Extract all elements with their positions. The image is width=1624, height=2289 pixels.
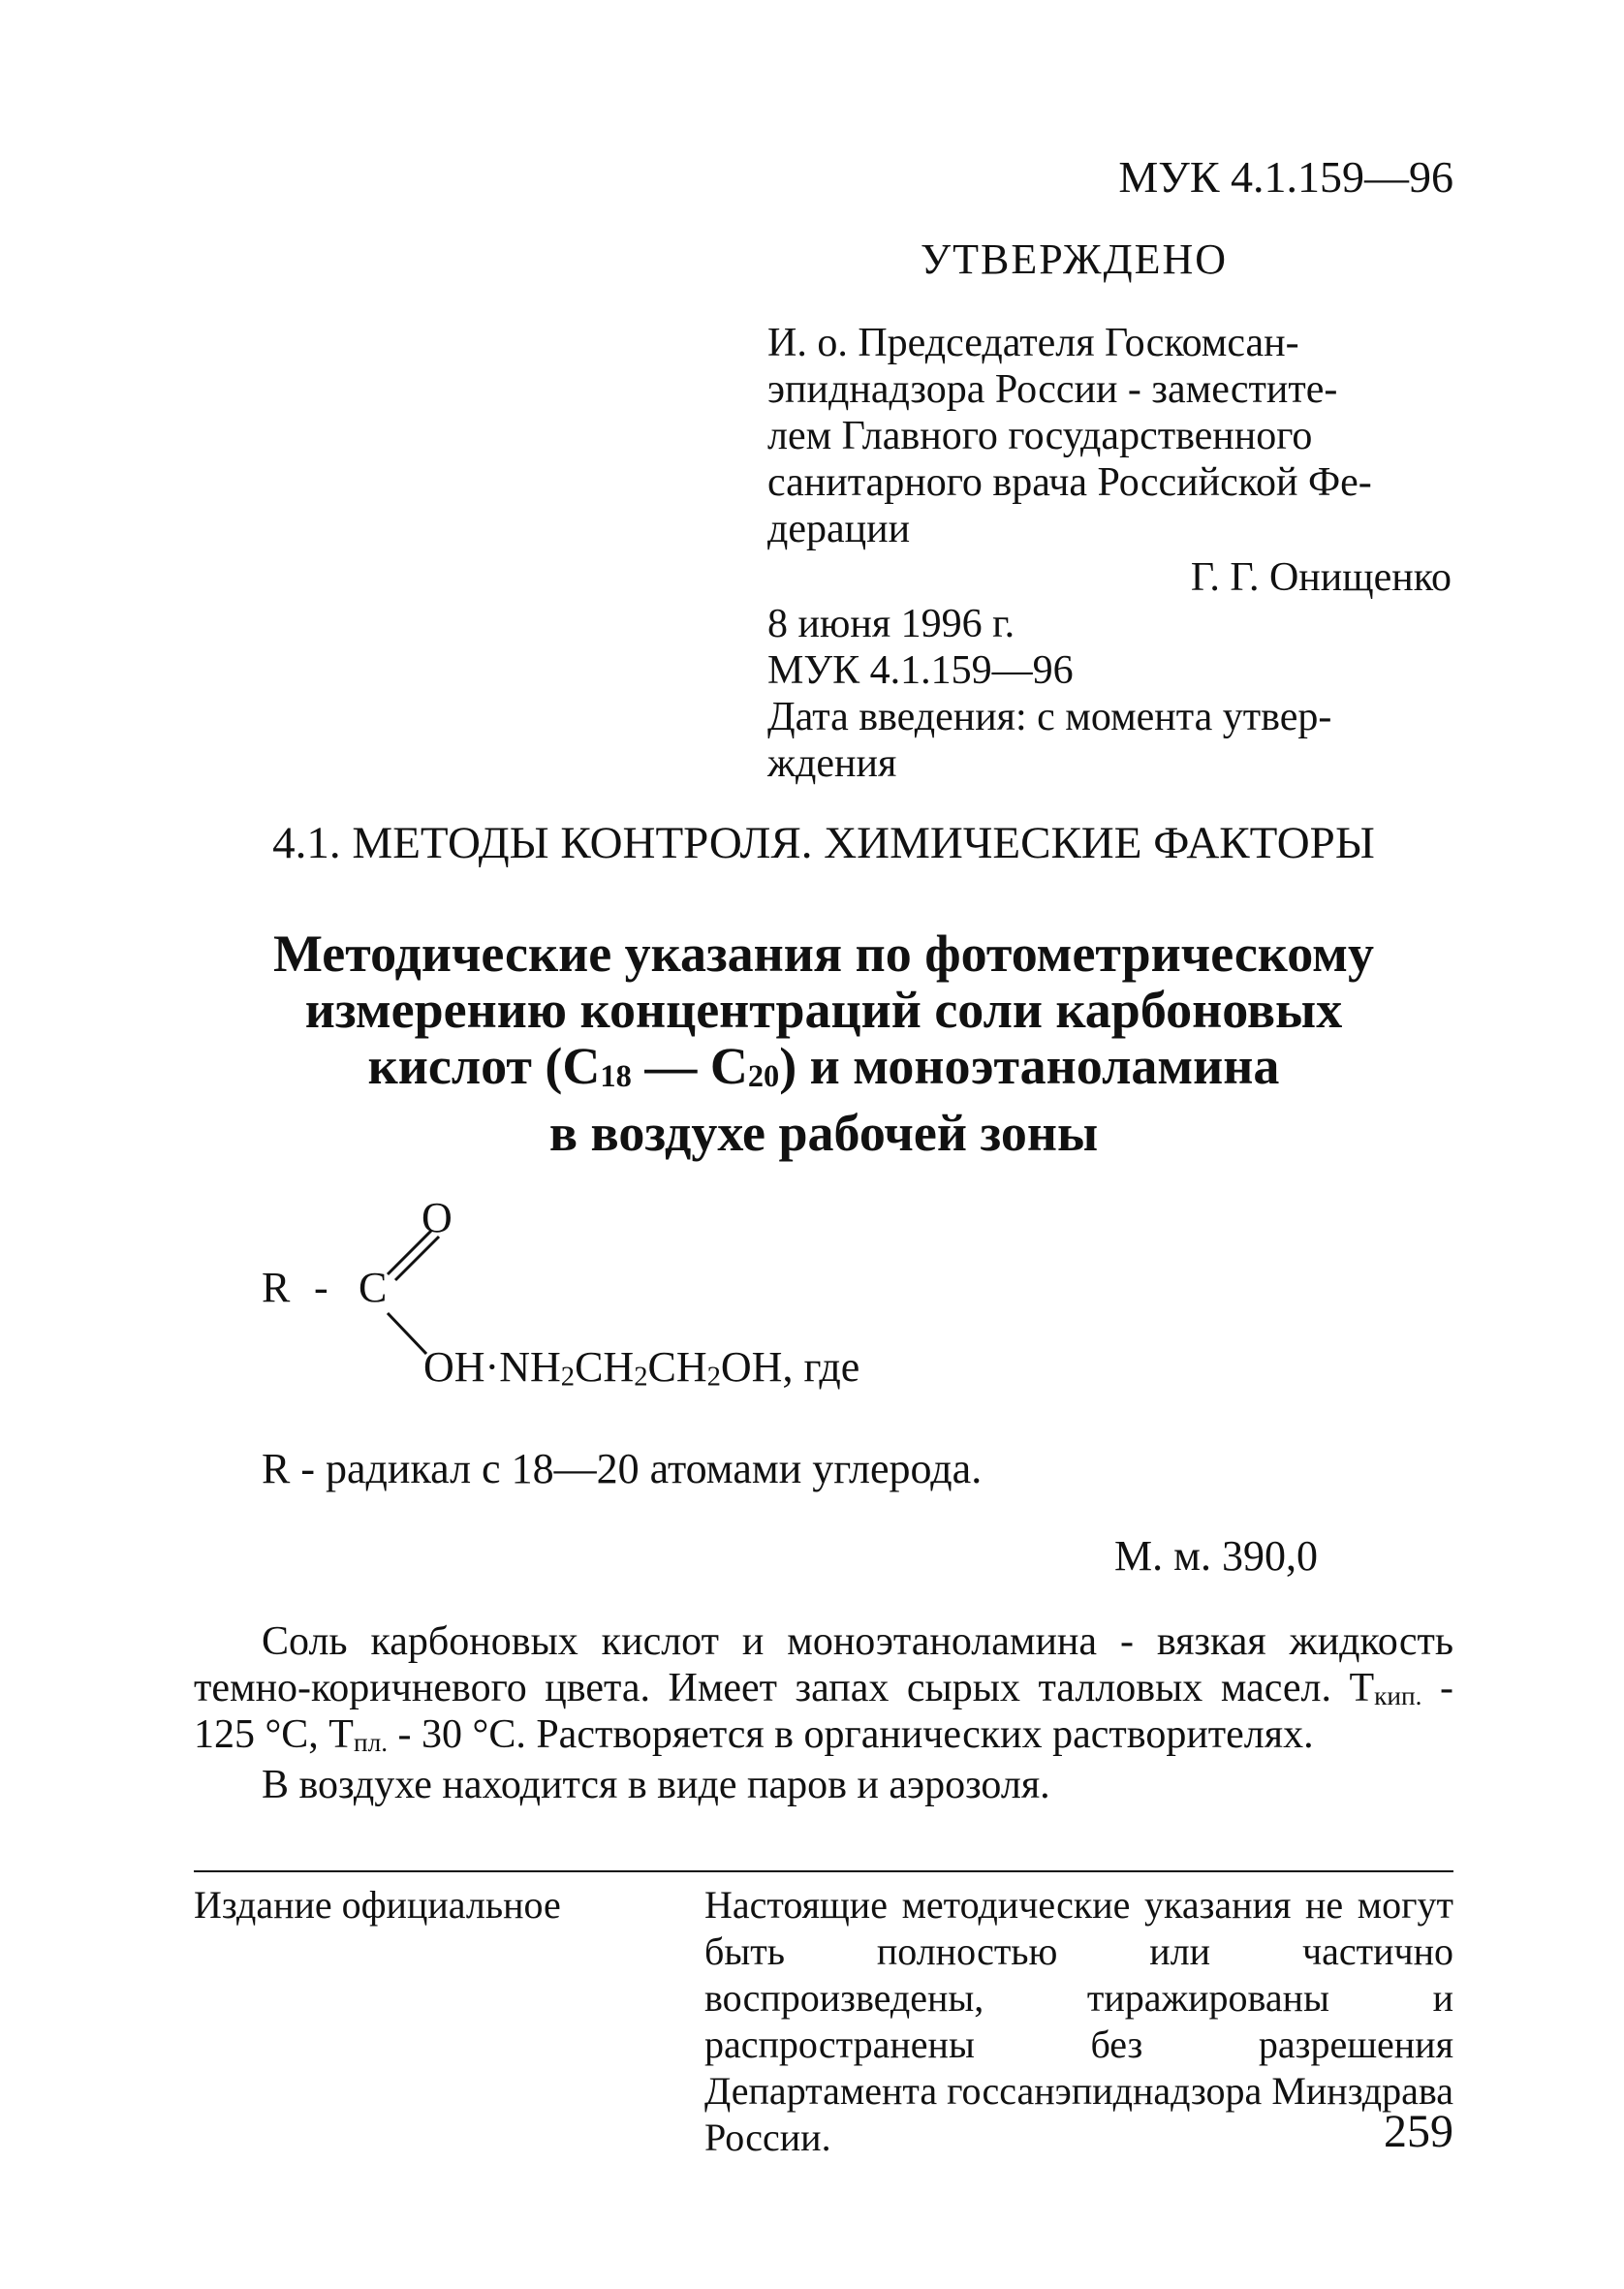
title-text: ) и моноэтаноламина bbox=[779, 1037, 1280, 1095]
approval-block bbox=[767, 320, 1452, 787]
official-edition-label: Издание официальное bbox=[194, 1883, 561, 1927]
approver-name: Г. Г. Онищенко bbox=[1190, 555, 1452, 600]
document-title bbox=[145, 925, 1502, 1161]
title-line bbox=[145, 1038, 1502, 1105]
approver-position-line: эпиднадзора России - заместите- bbox=[767, 367, 1338, 412]
footer-divider bbox=[194, 1870, 1453, 1872]
description-subscript: пл. bbox=[353, 1728, 389, 1758]
description-text: Соль карбоновых кислот и моноэтаноламина - вязкая жидкость темно-коричневого цвета. Имеет запах сырых талловых масел. Т bbox=[194, 1619, 1453, 1710]
introduction-date bbox=[767, 694, 1452, 787]
formula-subscript: 2 bbox=[560, 1362, 576, 1393]
title-text: — С bbox=[631, 1037, 748, 1095]
formula-text: CH bbox=[647, 1343, 707, 1391]
formula-bond-dash: - bbox=[314, 1264, 328, 1311]
approver-position-line: дерации bbox=[767, 507, 911, 551]
formula-oxygen: O bbox=[422, 1194, 453, 1241]
approver-position bbox=[767, 320, 1452, 552]
formula-amine-group bbox=[423, 1344, 859, 1391]
title-line: Методические указания по фотометрическому bbox=[273, 925, 1374, 983]
approver-position-line: И. о. Председателя Госкомсан- bbox=[767, 321, 1299, 365]
title-subscript: 18 bbox=[600, 1059, 632, 1095]
title-line: измерению концентраций соли карбоновых bbox=[304, 981, 1343, 1039]
radical-definition: R - радикал с 18—20 атомами углерода. bbox=[262, 1445, 983, 1492]
description-subscript: кип. bbox=[1374, 1681, 1422, 1711]
approval-stamp-heading: УТВЕРЖДЕНО bbox=[921, 235, 1229, 283]
formula-radical: R bbox=[262, 1264, 291, 1311]
single-bond-line bbox=[388, 1313, 426, 1354]
formula-subscript: 2 bbox=[634, 1362, 648, 1393]
approval-date: 8 июня 1996 г. bbox=[767, 602, 1015, 646]
description-text: - 30 °С. Растворяется в органических растворителях. bbox=[388, 1712, 1314, 1757]
formula-text: CH bbox=[575, 1343, 635, 1391]
page-number: 259 bbox=[1384, 2106, 1453, 2157]
copyright-notice: Настоящие методические указания не могут быть полностью или частично воспроизведены, тиражированы и распространены без разрешения Департамента госсанэпиднадзора Минздрава России. bbox=[704, 1883, 1453, 2159]
document-code-header: МУК 4.1.159—96 bbox=[1118, 152, 1453, 202]
description-paragraph: В воздухе находится в виде паров и аэрозоля. bbox=[262, 1763, 1050, 1807]
substance-description bbox=[194, 1618, 1453, 1808]
formula-text: OH·NH bbox=[423, 1343, 561, 1391]
approver-position-line: лем Главного государственного bbox=[767, 414, 1313, 458]
formula-subscript: 2 bbox=[706, 1362, 721, 1393]
structural-formula bbox=[233, 1177, 1105, 1410]
introduction-date-line: Дата введения: с момента утвер- bbox=[767, 695, 1332, 739]
description-paragraph bbox=[194, 1618, 1453, 1758]
title-subscript: 20 bbox=[747, 1059, 780, 1095]
approval-document-code: МУК 4.1.159—96 bbox=[767, 648, 1074, 693]
title-text: кислот (С bbox=[367, 1037, 601, 1095]
description-text: - 125 °С, Т bbox=[194, 1666, 1453, 1757]
molecular-mass: М. м. 390,0 bbox=[1114, 1532, 1318, 1580]
introduction-date-line: ждения bbox=[767, 741, 897, 786]
formula-text: OH, где bbox=[720, 1343, 860, 1391]
section-heading: 4.1. МЕТОДЫ КОНТРОЛЯ. ХИМИЧЕСКИЕ ФАКТОРЫ bbox=[272, 818, 1375, 868]
formula-carbon: C bbox=[359, 1264, 388, 1311]
title-line: в воздухе рабочей зоны bbox=[548, 1104, 1099, 1163]
approver-position-line: санитарного врача Российской Фе- bbox=[767, 460, 1372, 505]
